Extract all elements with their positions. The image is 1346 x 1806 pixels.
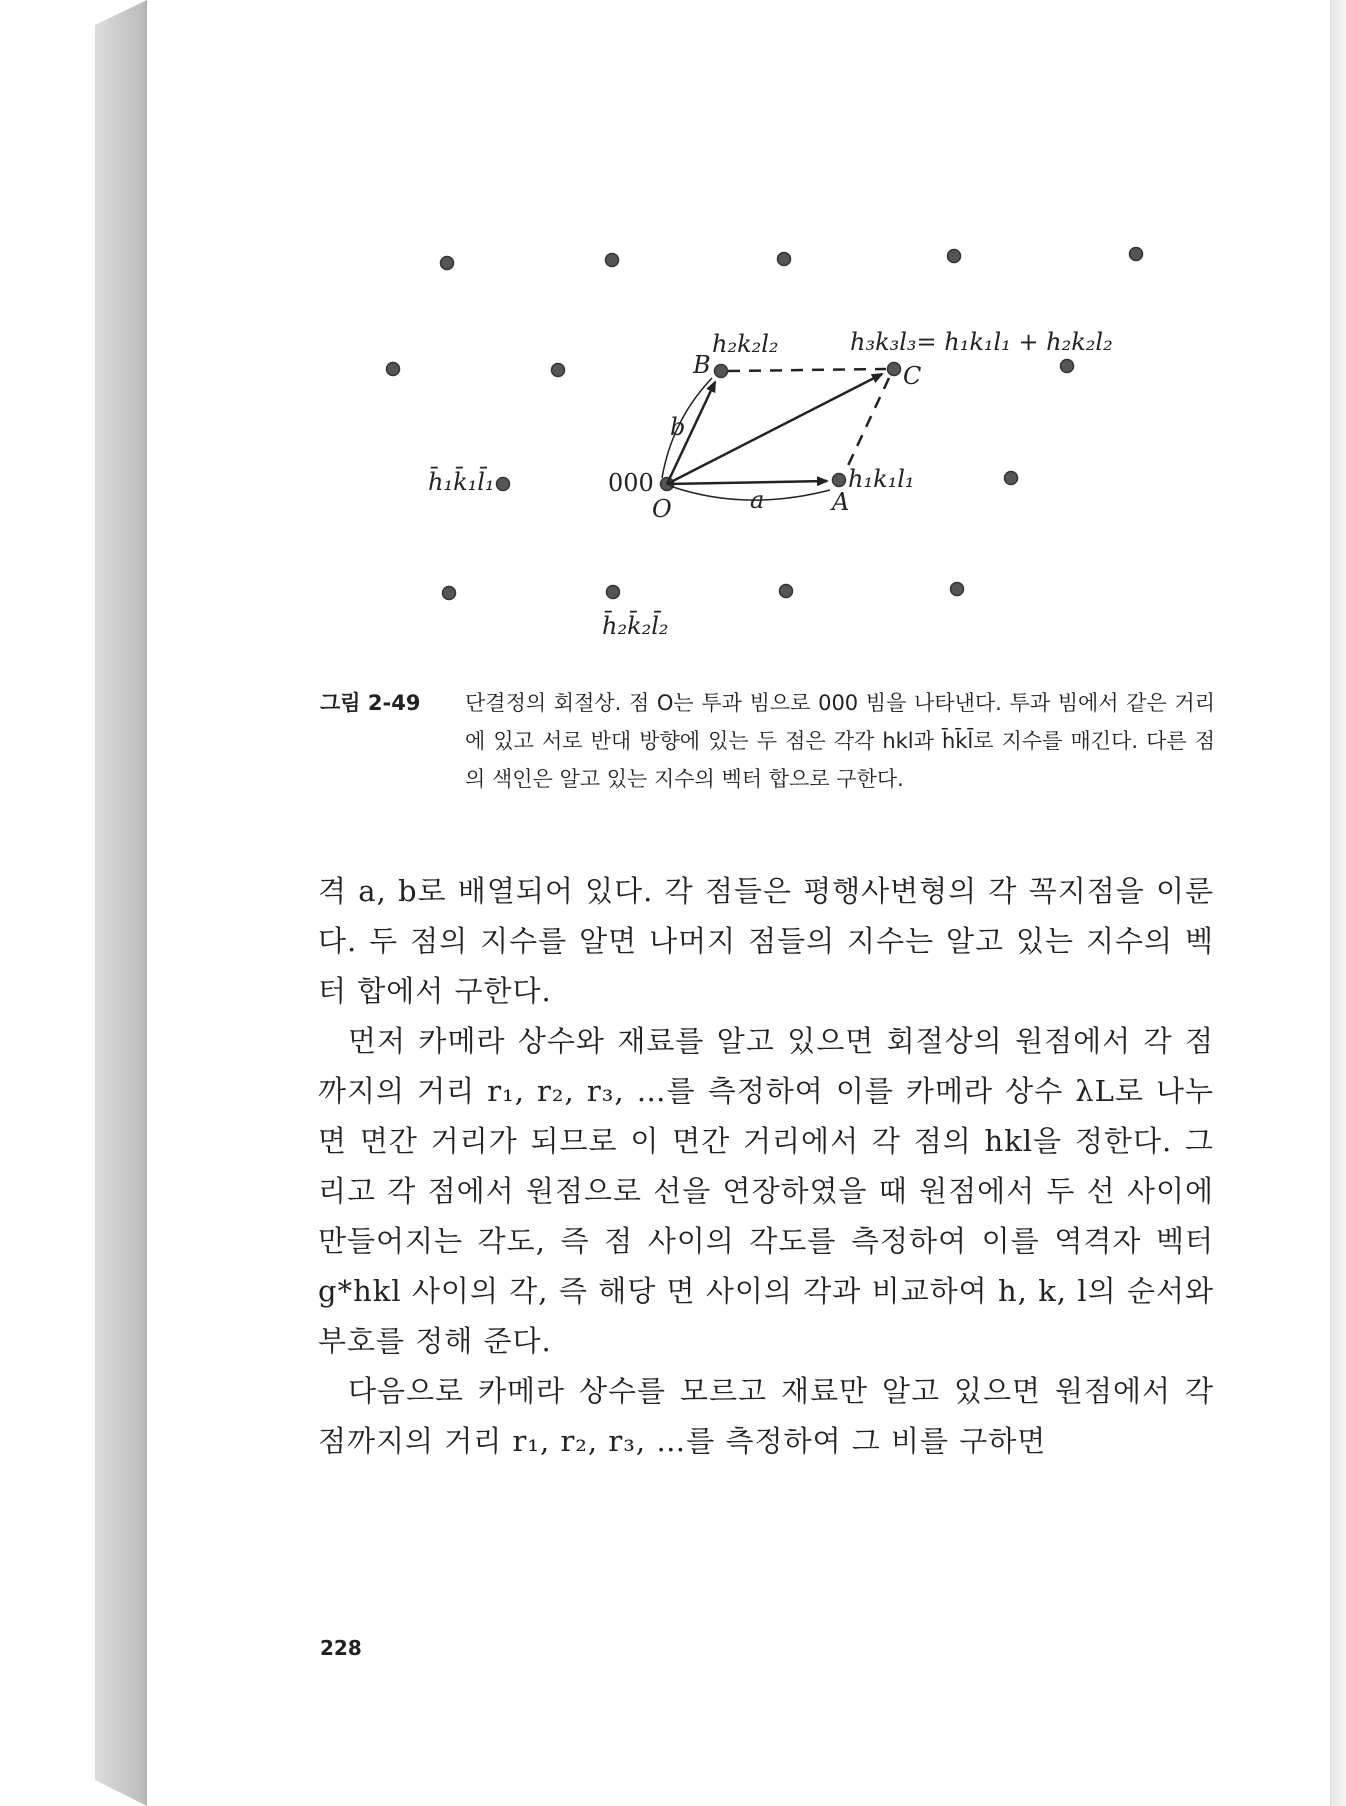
label-B-index: h₂k₂l₂ <box>712 330 779 358</box>
label-origin: 000 <box>608 469 654 497</box>
paragraph-2: 먼저 카메라 상수와 재료를 알고 있으면 회절상의 원점에서 각 점까지의 거리 r₁, r₂, r₃, …를 측정하여 이를 카메라 상수 λL로 나누면 면간 거리가 되므로 이 면간 거리에서 각 점의 hkl을 정한다. 그리고 각 점에서 원점으로 선을 연장하였을 때 원점에서 두 선 사이에 만들어지는 각도, 즉 점 사이의 각도를 측정하여 이를 역격자 벡터 g*hkl 사이의 각, 즉 해당 면 사이의 각과 비교하여 h, k, l의 순서와 부호를 정해 준다. <box>318 1024 1214 1358</box>
label-negative-1: h̄₁k̄₁l̄₁ <box>428 468 495 496</box>
caption-text: 단결정의 회절상. 점 O는 투과 빔으로 000 빔을 나타낸다. 투과 빔에서 같은 거리에 있고 서로 반대 방향에 있는 두 점은 각각 hkl과 h̄k̄l̄로 지수를 매긴다. 다른 점의 색인은 알고 있는 지수의 벡터 합으로 구한다. <box>465 691 1215 791</box>
label-C-index: h₃k₃l₃= h₁k₁l₁ + h₂k₂l₂ <box>850 328 1113 356</box>
spot-A <box>833 474 846 487</box>
page-number: 228 <box>320 1636 362 1660</box>
label-C: C <box>903 362 922 390</box>
lattice-spot <box>441 257 454 270</box>
lattice-spot <box>948 250 961 263</box>
paragraph-1: 격 a, b로 배열되어 있다. 각 점들은 평행사변형의 각 꼭지점을 이룬다. 두 점의 지수를 알면 나머지 점들의 지수는 알고 있는 지수의 벡터 합에서 구한다. <box>318 874 1214 1008</box>
lattice-spot <box>443 587 456 600</box>
dashed-line-AC <box>845 378 889 472</box>
vector-a-arrow <box>667 481 827 484</box>
diffraction-pattern-figure <box>0 0 1346 660</box>
lattice-spot <box>387 363 400 376</box>
lattice-row-4 <box>443 583 964 600</box>
lattice-row-1 <box>441 248 1143 270</box>
label-B: B <box>693 351 711 379</box>
spot-negative-1 <box>497 478 510 491</box>
lattice-row-2 <box>387 360 1074 378</box>
paragraph-3: 다음으로 카메라 상수를 모르고 재료만 알고 있으면 원점에서 각 점까지의 거리 r₁, r₂, r₃, …를 측정하여 그 비를 구하면 <box>318 1374 1214 1458</box>
spot-B <box>715 365 728 378</box>
lattice-spot <box>1061 360 1074 373</box>
lattice-spot <box>1130 248 1143 261</box>
label-A-index: h₁k₁l₁ <box>848 465 915 493</box>
label-a: a <box>750 486 765 514</box>
label-A: A <box>832 488 850 516</box>
lattice-spot <box>1005 472 1018 485</box>
label-O: O <box>652 495 672 523</box>
lattice-spot <box>778 253 791 266</box>
body-text <box>318 866 1214 1466</box>
dashed-line-BC <box>728 369 886 371</box>
label-negative-2: h̄₂k̄₂l̄₂ <box>602 612 669 640</box>
label-b: b <box>670 413 686 441</box>
lattice-spot <box>780 585 793 598</box>
lattice-spot <box>552 364 565 377</box>
lattice-spot <box>606 254 619 267</box>
lattice-spot <box>951 583 964 596</box>
spot-C <box>888 363 901 376</box>
caption-label: 그림 2-49 <box>320 691 421 715</box>
spot-negative-2 <box>607 586 620 599</box>
